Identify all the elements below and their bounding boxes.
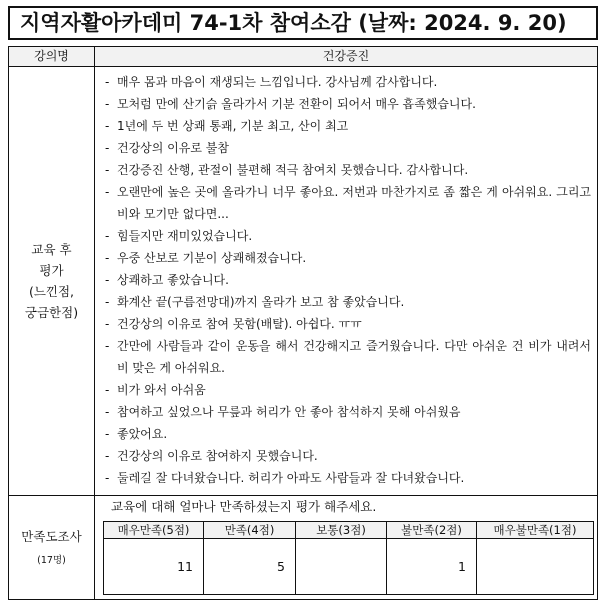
satisfaction-label-cell — [9, 496, 95, 599]
bullet-dash: - — [105, 97, 110, 111]
bullet-dash: - — [105, 229, 110, 243]
satisfaction-column — [477, 522, 593, 594]
bullet-dash: - — [105, 339, 110, 353]
comment-item — [105, 159, 591, 181]
comment-item — [105, 467, 591, 489]
bullet-dash: - — [105, 251, 110, 265]
satisfaction-score-table — [103, 521, 594, 595]
comment-item — [105, 291, 591, 313]
comment-text: 매우 몸과 마음이 재생되는 느낌입니다. 강사님께 감사합니다. — [117, 75, 438, 89]
comment-item — [105, 445, 591, 467]
bullet-dash: - — [105, 273, 110, 287]
comment-text: 상쾌하고 좋았습니다. — [117, 273, 229, 287]
satisfaction-option-label: 매우불만족(1점) — [477, 522, 593, 539]
comment-text: 모처럼 만에 산기슭 올라가서 기분 전환이 되어서 매우 흡족했습니다. — [117, 97, 476, 111]
page-title: 지역자활아카데미 74-1차 참여소감 (날짜: 2024. 9. 20) — [8, 6, 598, 40]
bullet-dash: - — [105, 119, 110, 133]
header-lecture-name: 건강증진 — [322, 49, 370, 63]
bullet-dash: - — [105, 449, 110, 463]
bullet-dash: - — [105, 427, 110, 441]
comment-text: 화계산 끝(구름전망대)까지 올라가 보고 참 좋았습니다. — [117, 295, 405, 309]
satisfaction-option-count: 5 — [277, 559, 285, 574]
eval-label-line: 평가 — [39, 263, 64, 278]
satisfaction-column — [387, 522, 477, 594]
bullet-dash: - — [105, 405, 110, 419]
evaluation-table — [8, 46, 598, 600]
comment-text: 1년에 두 번 상쾌 통쾌, 기분 최고, 산이 최고 — [117, 119, 349, 133]
comment-text: 건강상의 이유로 불참 — [117, 141, 229, 155]
eval-label-line: 궁금한점) — [24, 305, 79, 320]
comment-item — [105, 71, 591, 93]
bullet-dash: - — [105, 471, 110, 485]
comment-item — [105, 313, 591, 335]
comment-text: 비가 와서 아쉬움 — [117, 383, 206, 397]
comment-item — [105, 401, 591, 423]
comment-item — [105, 225, 591, 247]
satisfaction-option-count — [477, 539, 593, 594]
satisfaction-question: 교육에 대해 얼마나 만족하셨는지 평가 해주세요. — [111, 499, 377, 514]
satisfaction-option-label: 보통(3점) — [296, 522, 386, 539]
comment-item — [105, 379, 591, 401]
comment-text: 참여하고 싶었으나 무릎과 허리가 안 좋아 참석하지 못해 아쉬웠음 — [117, 405, 461, 419]
comment-text: 건강증진 산행, 관절이 불편해 적극 참여치 못했습니다. 감사합니다. — [117, 163, 469, 177]
comment-item — [105, 423, 591, 445]
satisfaction-option-count: 11 — [177, 559, 193, 574]
satisfaction-label: 만족도조사 — [21, 528, 82, 544]
bullet-dash: - — [105, 317, 110, 331]
bullet-dash: - — [105, 75, 110, 89]
comment-list — [95, 67, 597, 496]
comment-text: 좋았어요. — [117, 427, 168, 441]
satisfaction-column — [104, 522, 204, 594]
comment-text: 우중 산보로 기분이 상쾌해졌습니다. — [117, 251, 307, 265]
respondent-count: (17명) — [37, 554, 66, 566]
satisfaction-option-count — [296, 539, 386, 594]
satisfaction-survey — [95, 496, 597, 599]
satisfaction-option-label: 만족(4점) — [204, 522, 295, 539]
comment-item — [105, 115, 591, 137]
header-lecture-label: 강의명 — [9, 47, 95, 66]
eval-label-cell — [9, 67, 95, 496]
bullet-dash: - — [105, 383, 110, 397]
satisfaction-column — [296, 522, 387, 594]
table-header — [9, 47, 597, 67]
comment-text: 건강상의 이유로 참여 못함(배탈). 아쉽다. ㅠㅠ — [117, 317, 362, 331]
comment-text: 힘들지만 재미있었습니다. — [117, 229, 253, 243]
satisfaction-column — [204, 522, 296, 594]
bullet-dash: - — [105, 295, 110, 309]
eval-label-line: (느낀점, — [28, 284, 75, 299]
bullet-dash: - — [105, 185, 110, 199]
satisfaction-option-label: 불만족(2점) — [387, 522, 476, 539]
satisfaction-option-label: 매우만족(5점) — [104, 522, 203, 539]
comment-item — [105, 181, 591, 225]
comment-item — [105, 247, 591, 269]
eval-label-line: 교육 후 — [31, 242, 72, 257]
comment-text: 간만에 사람들과 같이 운동을 해서 건강해지고 즐거웠습니다. 다만 아쉬운 건 비가 내려서 비 맞은 게 아쉬워요. — [117, 339, 591, 375]
comment-text: 건강상의 이유로 참여하지 못했습니다. — [117, 449, 318, 463]
comment-item — [105, 335, 591, 379]
comment-item — [105, 93, 591, 115]
satisfaction-option-count: 1 — [458, 559, 466, 574]
comment-text: 둘레길 잘 다녀왔습니다. 허리가 아파도 사람들과 잘 다녀왔습니다. — [117, 471, 465, 485]
comment-item — [105, 269, 591, 291]
comment-item — [105, 137, 591, 159]
bullet-dash: - — [105, 141, 110, 155]
bullet-dash: - — [105, 163, 110, 177]
comment-text: 오랜만에 높은 곳에 올라가니 너무 좋아요. 저번과 마찬가지로 좀 짧은 게 아쉬워요. 그리고 비와 모기만 없다면... — [117, 185, 591, 221]
